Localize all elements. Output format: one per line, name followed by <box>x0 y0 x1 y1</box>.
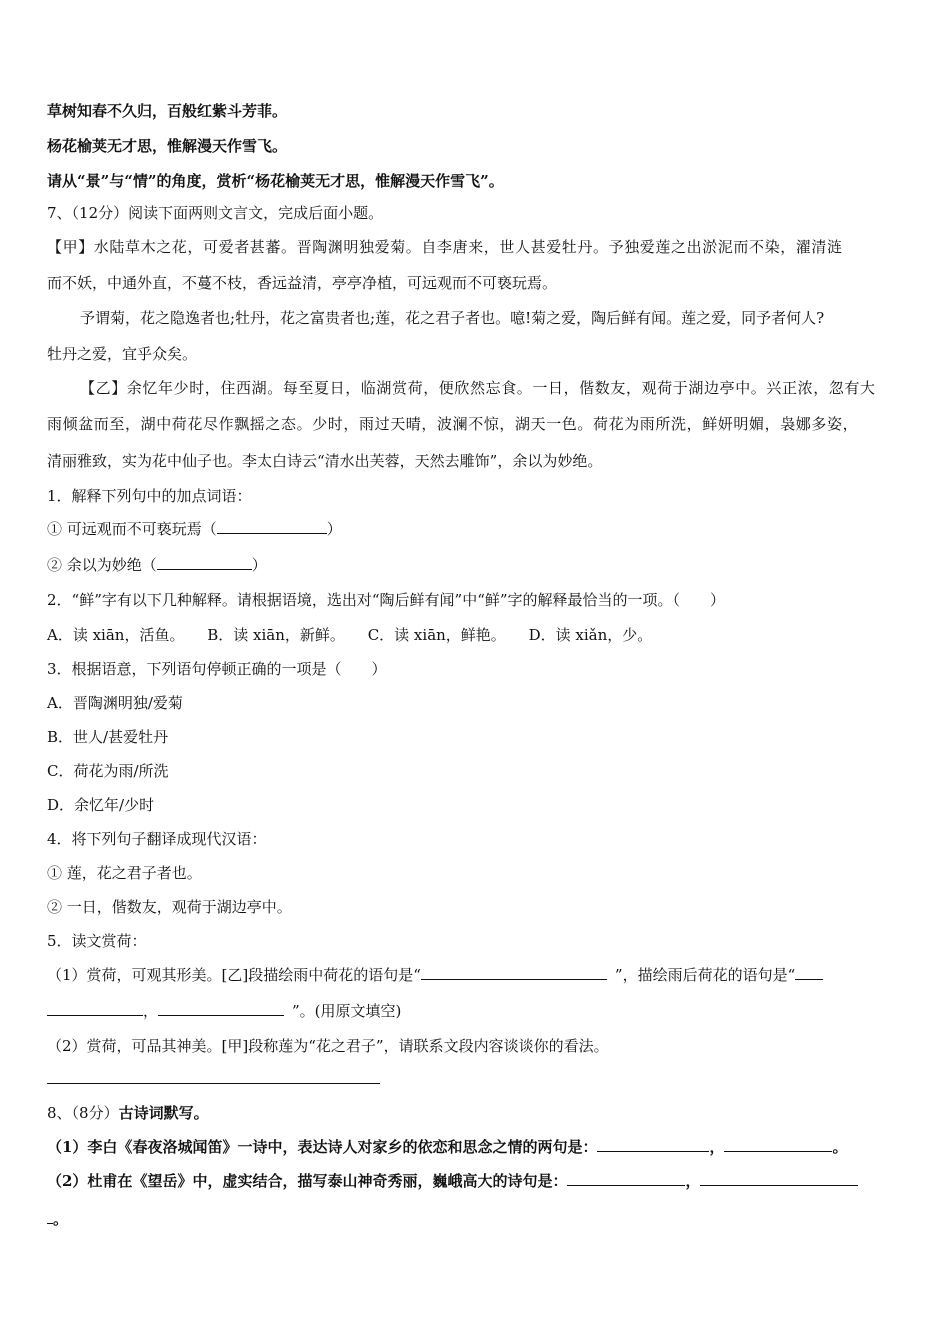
sub5-title: 5．读文赏荷： <box>47 932 147 950</box>
answer-blank[interactable] <box>700 1171 858 1186</box>
jia-paragraph-1a: 【甲】水陆草木之花，可爱者甚蕃。晋陶渊明独爱菊。自李唐来，世人甚爱牡丹。予独爱莲之出淤泥而不染，濯清涟 <box>47 238 843 256</box>
sub5-part-1-cont <box>47 1001 401 1021</box>
sub2-options <box>47 625 652 645</box>
q8-title: 古诗词默写。 <box>118 1104 209 1122</box>
sub1-title: 1．解释下列句中的加点词语： <box>47 487 252 505</box>
sub1-item-a-close: ） <box>326 520 342 538</box>
sub5-part-1-text: （1）赏荷，可观其形美。[乙]段描绘雨中荷花的语句是“ <box>47 966 421 984</box>
q8-part-1-end: 。 <box>832 1138 848 1156</box>
sub5-part-1-end: ”。(用原文填空) <box>292 1002 402 1020</box>
q8-part-2-cont <box>47 1209 68 1229</box>
answer-blank[interactable] <box>47 1001 143 1016</box>
q8-part-2-text: （2）杜甫在《望岳》中，虚实结合，描写泰山神奇秀丽，巍峨高大的诗句是： <box>47 1172 568 1190</box>
sub5-comma: ， <box>143 1002 159 1020</box>
answer-blank[interactable] <box>158 1001 284 1016</box>
sub5-part-2: （2）赏荷，可品其神美。[甲]段称莲为“花之君子”，请联系文段内容谈谈你的看法。 <box>47 1037 609 1055</box>
sub3-option-b: B．世人/甚爱牡丹 <box>47 728 169 746</box>
q8-number: 8、（8分） <box>47 1104 119 1122</box>
answer-blank[interactable] <box>795 965 823 980</box>
sub2-title: 2．“鲜”字有以下几种解释。请根据语境，选出对“陶后鲜有闻”中“鲜”字的解释最恰当的一项。（ ） <box>47 591 726 609</box>
answer-blank[interactable] <box>567 1171 685 1186</box>
yi-paragraph-b: 雨倾盆而至，湖中荷花尽作飘摇之态。少时，雨过天晴，波澜不惊，湖天一色。荷花为雨所洗，鲜妍明媚，袅娜多姿， <box>47 415 859 433</box>
jia-paragraph-1b: 而不妖，中通外直，不蔓不枝，香远益清，亭亭净植，可远观而不可亵玩焉。 <box>47 274 558 292</box>
q7-header: 7、（12分）阅读下面两则文言文，完成后面小题。 <box>47 204 384 222</box>
q8-part-1 <box>47 1137 847 1157</box>
poem-line-1: 草树知春不久归，百般红紫斗芳菲。 <box>47 102 288 120</box>
q8-header <box>47 1103 209 1123</box>
sub2-option-c: C．读 xiān，鲜艳。 <box>367 626 506 644</box>
sub1-item-b-close: ） <box>251 556 267 574</box>
q8-part-1-sep: ， <box>709 1138 725 1156</box>
q8-part-2 <box>47 1171 858 1191</box>
sub3-option-d: D．余忆年/少时 <box>47 796 155 814</box>
sub3-option-c: C．荷花为雨/所洗 <box>47 762 169 780</box>
sub2-option-d: D．读 xiǎn，少。 <box>528 626 653 644</box>
sub2-option-b: B．读 xiān，新鲜。 <box>207 626 345 644</box>
answer-blank[interactable] <box>217 519 327 534</box>
q8-part-2-sep: ， <box>685 1172 701 1190</box>
yi-paragraph-c: 清丽雅致，实为花中仙子也。李太白诗云“清水出芙蓉，天然去雕饰”，余以为妙绝。 <box>47 452 603 470</box>
sub4-item-a: ① 莲，花之君子者也。 <box>47 864 202 882</box>
sub3-title: 3．根据语意，下列语句停顿正确的一项是（ ） <box>47 660 387 678</box>
answer-blank[interactable] <box>724 1137 832 1152</box>
answer-blank[interactable] <box>421 965 607 980</box>
poem-question: 请从“景”与“情”的角度，赏析“杨花榆荚无才思，惟解漫天作雪飞”。 <box>47 172 504 190</box>
answer-blank[interactable] <box>597 1137 709 1152</box>
poem-line-2: 杨花榆荚无才思，惟解漫天作雪飞。 <box>47 137 288 155</box>
sub1-item-a-text: ① 可远观而不可亵玩焉（ <box>47 520 217 538</box>
sub5-part-1-mid: ”，描绘雨后荷花的语句是“ <box>614 966 796 984</box>
sub1-item-b <box>47 555 267 575</box>
sub2-option-a: A．读 xiān，活鱼。 <box>47 626 185 644</box>
sub5-part-1 <box>47 965 823 985</box>
sub3-option-a: A．晋陶渊明独/爱菊 <box>47 694 183 712</box>
sub4-item-b: ② 一日，偕数友，观荷于湖边亭中。 <box>47 898 292 916</box>
q8-part-2-end: 。 <box>53 1210 69 1228</box>
sub1-item-a <box>47 519 342 539</box>
sub1-item-b-text: ② 余以为妙绝（ <box>47 556 157 574</box>
jia-paragraph-2a: 予谓菊，花之隐逸者也;牡丹，花之富贵者也;莲，花之君子者也。噫!菊之爱，陶后鲜有闻。莲之爱，同予者何人? <box>80 309 825 327</box>
sub4-title: 4．将下列句子翻译成现代汉语： <box>47 830 267 848</box>
q8-part-1-text: （1）李白《春夜洛城闻笛》一诗中，表达诗人对家乡的依恋和思念之情的两句是： <box>47 1138 598 1156</box>
yi-paragraph-a: 【乙】余忆年少时，住西湖。每至夏日，临湖赏荷，便欣然忘食。一日，偕数友，观荷于湖边亭中。兴正浓，忽有大 <box>80 379 876 397</box>
answer-blank[interactable] <box>157 555 252 570</box>
answer-line[interactable] <box>47 1083 380 1084</box>
jia-paragraph-2b: 牡丹之爱，宜乎众矣。 <box>47 345 198 363</box>
